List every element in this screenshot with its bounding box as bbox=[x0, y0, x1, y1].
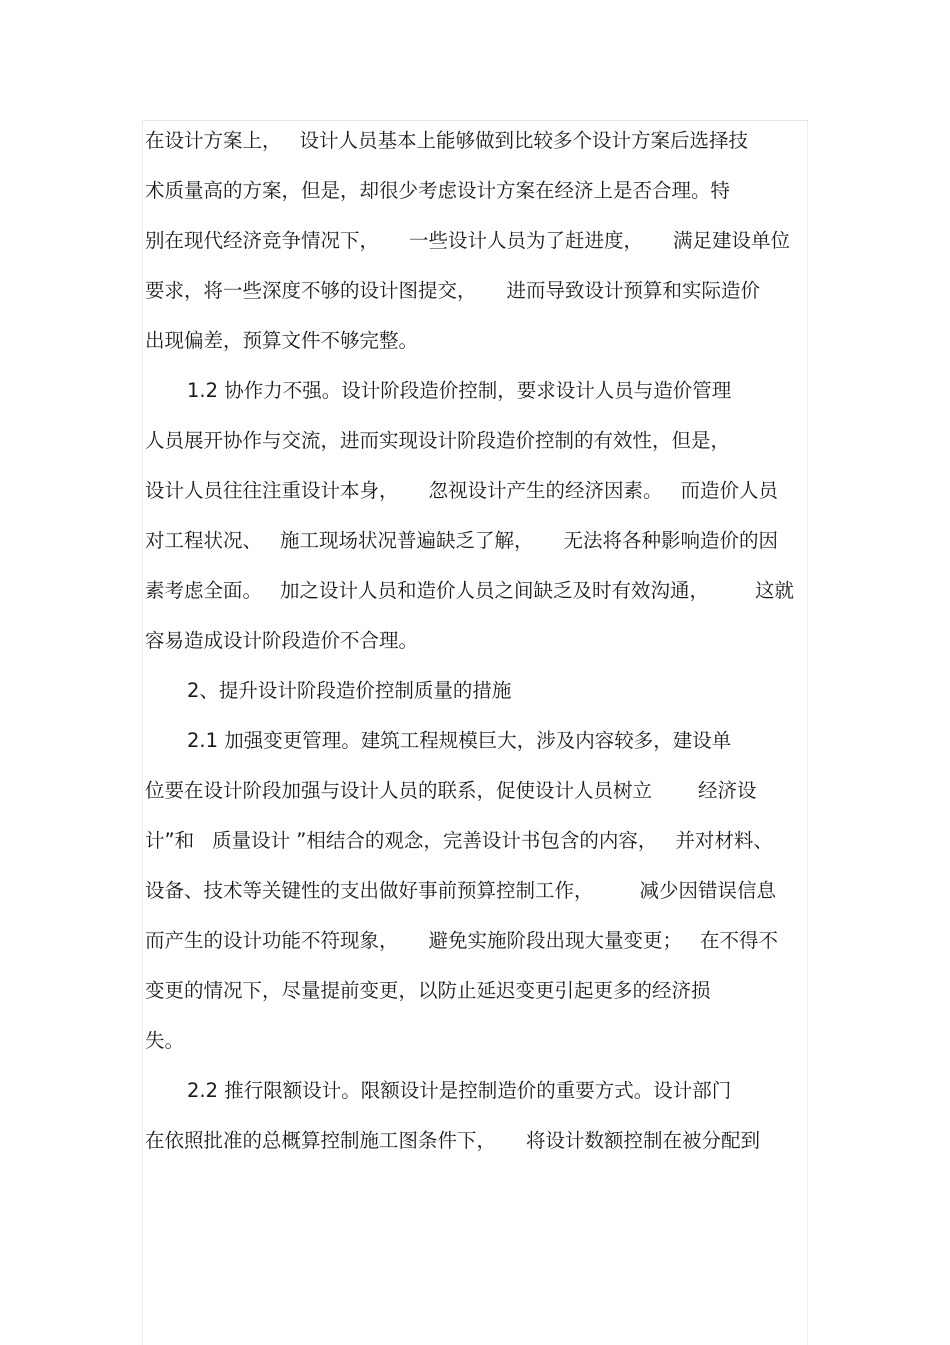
text-segment: 在依照批准的总概算控制施工图条件下， bbox=[145, 1129, 497, 1152]
text-segment: 2.2 推行限额设计。限额设计是控制造价的重要方式。设计部门 bbox=[187, 1079, 732, 1102]
text-segment: 一些设计人员为了赶进度， bbox=[409, 229, 644, 252]
text-line bbox=[145, 1074, 809, 1124]
text-line bbox=[145, 874, 809, 924]
text-segment: 施工现场状况普遍缺乏了解， bbox=[280, 529, 534, 552]
document-body bbox=[145, 124, 809, 1174]
text-line bbox=[145, 124, 809, 174]
text-segment: 在不得不 bbox=[700, 929, 779, 952]
text-segment: 要求，将一些深度不够的设计图提交， bbox=[145, 279, 477, 302]
text-segment: 出现偏差，预算文件不够完整。 bbox=[145, 329, 419, 352]
text-line bbox=[145, 724, 809, 774]
text-segment: 设备、技术等关键性的支出做好事前预算控制工作， bbox=[145, 879, 594, 902]
text-segment: 质量设计 ”相结合的观念，完善设计书包含的内容， bbox=[212, 829, 658, 852]
text-segment: 人员展开协作与交流，进而实现设计阶段造价控制的有效性，但是， bbox=[145, 429, 731, 452]
text-segment: 2.1 加强变更管理。建筑工程规模巨大，涉及内容较多，建设单 bbox=[187, 729, 732, 752]
text-line bbox=[145, 774, 809, 824]
text-segment: 加之设计人员和造价人员之间缺乏及时有效沟通， bbox=[280, 579, 710, 602]
text-segment: 容易造成设计阶段造价不合理。 bbox=[145, 629, 419, 652]
text-line bbox=[145, 224, 809, 274]
text-line bbox=[145, 274, 809, 324]
text-segment: 在设计方案上， bbox=[145, 129, 282, 152]
text-segment: 无法将各种影响造价的因 bbox=[563, 529, 779, 552]
text-segment: 设计人员往往注重设计本身， bbox=[145, 479, 399, 502]
text-segment: 减少因错误信息 bbox=[639, 879, 777, 902]
text-line bbox=[145, 174, 809, 224]
text-segment: 对工程状况、 bbox=[145, 529, 263, 552]
text-segment: 将设计数额控制在被分配到 bbox=[526, 1129, 761, 1152]
text-line bbox=[145, 974, 809, 1024]
text-segment: 经济设 bbox=[698, 779, 757, 802]
text-segment: 术质量高的方案，但是，却很少考虑设计方案在经济上是否合理。特 bbox=[145, 179, 731, 202]
text-segment: 而产生的设计功能不符现象， bbox=[145, 929, 399, 952]
text-segment: 而造价人员 bbox=[680, 479, 779, 502]
text-line bbox=[145, 524, 809, 574]
text-line bbox=[145, 574, 809, 624]
text-line bbox=[145, 924, 809, 974]
text-line bbox=[145, 1024, 809, 1074]
text-segment: 设计人员基本上能够做到比较多个设计方案后选择技 bbox=[299, 129, 749, 152]
text-segment: 计”和 bbox=[145, 829, 195, 852]
text-segment: 1.2 协作力不强。设计阶段造价控制，要求设计人员与造价管理 bbox=[187, 379, 732, 402]
text-segment: 变更的情况下，尽量提前变更，以防止延迟变更引起更多的经济损 bbox=[145, 979, 711, 1002]
text-segment: 这就 bbox=[755, 579, 795, 602]
text-line bbox=[145, 624, 809, 674]
text-segment: 满足建设单位 bbox=[673, 229, 791, 252]
text-segment: 进而导致设计预算和实际造价 bbox=[506, 279, 761, 302]
text-segment: 并对材料、 bbox=[675, 829, 773, 852]
text-line bbox=[145, 374, 809, 424]
text-line bbox=[145, 674, 809, 724]
text-segment: 忽视设计产生的经济因素。 bbox=[428, 479, 663, 502]
text-segment: 失。 bbox=[145, 1029, 185, 1052]
text-line bbox=[145, 324, 809, 374]
text-line bbox=[145, 1124, 809, 1174]
text-segment: 避免实施阶段出现大量变更； bbox=[428, 929, 683, 952]
text-line bbox=[145, 424, 809, 474]
text-line bbox=[145, 474, 809, 524]
text-segment: 位要在设计阶段加强与设计人员的联系，促使设计人员树立 bbox=[145, 779, 653, 802]
text-segment: 素考虑全面。 bbox=[145, 579, 263, 602]
text-segment: 别在现代经济竞争情况下， bbox=[145, 229, 380, 252]
text-segment: 2、提升设计阶段造价控制质量的措施 bbox=[187, 679, 512, 702]
text-line bbox=[145, 824, 809, 874]
